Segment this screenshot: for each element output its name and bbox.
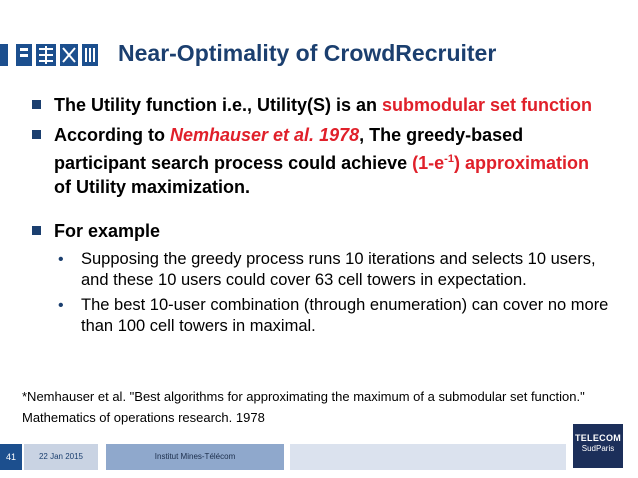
- logo-line1: TELECOM: [574, 433, 622, 443]
- dot-bullet-icon: •: [58, 251, 64, 268]
- sub-bullet-text: The best 10-user combination (through enumeration) can cover no more than 100 cell towers in maximal.: [81, 296, 609, 335]
- bullet-text: According to: [54, 125, 170, 145]
- bullet-text: , The greedy-based participant search process could achieve: [54, 125, 524, 173]
- bullet-text: of Utility maximization.: [54, 177, 251, 197]
- telecom-sudparis-logo: [573, 424, 623, 468]
- footer-institution: Institut Mines-Télécom: [106, 444, 284, 470]
- highlight-text: (1-e: [412, 153, 445, 173]
- logo-bar: [0, 44, 8, 66]
- bullet-example: [30, 219, 610, 243]
- slide-footer: [0, 444, 638, 470]
- sub-bullet-best: [30, 295, 610, 337]
- square-bullet-icon: [32, 226, 41, 235]
- sub-bullet-text: Supposing the greedy process runs 10 iterations and selects 10 users, and these 10 users could cover 63 cell towers in expectation.: [81, 250, 596, 289]
- bullet-submodular: [30, 93, 610, 117]
- bullet-text: The Utility function i.e., Utility(S) is an: [54, 95, 383, 115]
- logo-line2: SudParis: [581, 444, 615, 453]
- page-number: 41: [0, 444, 22, 470]
- bullet-nemhauser: [30, 123, 610, 199]
- sub-bullet-greedy: [30, 249, 610, 291]
- highlight-text: submodular set function: [382, 95, 593, 115]
- footer-blank: [290, 444, 566, 470]
- footer-date: 22 Jan 2015: [24, 444, 98, 470]
- highlight-text: ) approximation: [453, 153, 589, 173]
- superscript-text: -1: [444, 153, 454, 165]
- footnote: *Nemhauser et al. "Best algorithms for approximating the maximum of a submodular set function." Mathematics of operations research. 1978: [22, 389, 585, 425]
- citation-text: Nemhauser et al. 1978: [170, 125, 360, 145]
- institute-logo-icon: [14, 40, 100, 70]
- dot-bullet-icon: •: [58, 297, 64, 314]
- square-bullet-icon: [32, 100, 41, 109]
- square-bullet-icon: [32, 130, 41, 139]
- bullet-list: [30, 93, 610, 340]
- slide-title: Near-Optimality of CrowdRecruiter: [118, 40, 497, 66]
- bullet-text: For example: [54, 221, 161, 241]
